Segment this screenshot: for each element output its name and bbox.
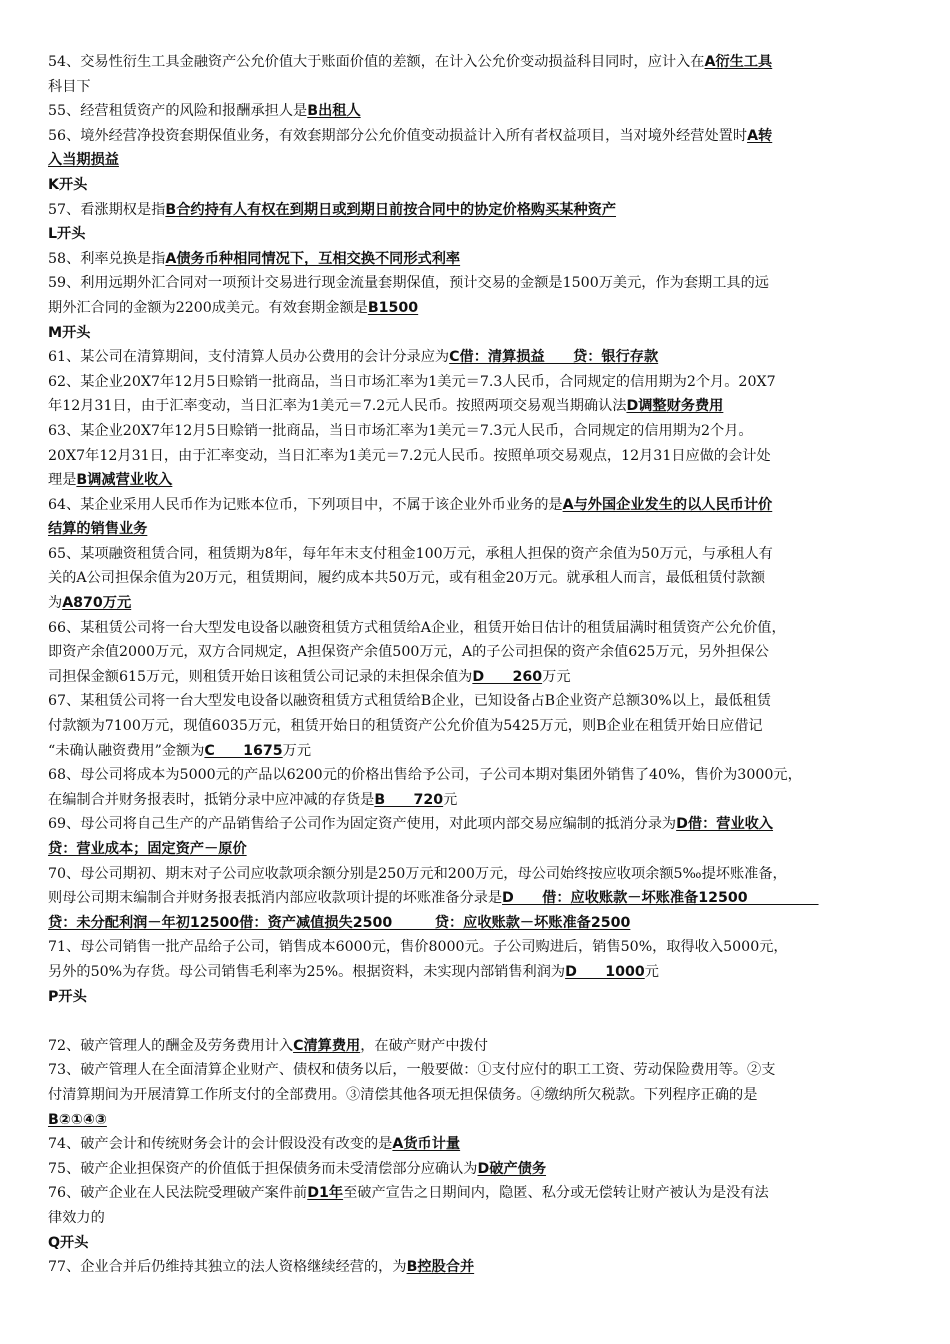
answer-text: D破产债务 (477, 1160, 547, 1177)
question-text: 72、破产管理人的酬金及劳务费用计入 (48, 1037, 294, 1054)
text-line (48, 886, 904, 911)
text-line (48, 1132, 904, 1157)
section-header (48, 1231, 904, 1256)
question-text: 59、利用远期外汇合同对一项预计交易进行现金流量套期保值，预计交易的金额是1500万美元，作为套期工具的远 (48, 275, 769, 292)
answer-text: 贷：营业成本；固定资产－原价 (48, 841, 247, 857)
question-text: 付清算期间为开展清算工作所支付的全部费用。③清偿其他各项无担保债务。④缴纳所欠税款。下列程序正确的是 (48, 1086, 758, 1103)
question-text: 58、利率兑换是指 (48, 250, 166, 267)
text-line (48, 345, 904, 370)
question-text: 期外汇合同的金额为2200成美元。有效套期金额是 (48, 299, 368, 316)
question-text: 66、某租赁公司将一台大型发电设备以融资租赁方式租赁给A企业，租赁开始日估计的租赁届满时租赁资产公允价值， (48, 619, 786, 636)
question-text: 付款额为7100万元，现值6035万元，租赁开始日的租赁资产公允价值为5425万元，则B企业在租赁开始日应借记 (48, 718, 763, 735)
question-text: 司担保金额615万元，则租赁开始日该租赁公司记录的未担保余值为 (48, 668, 473, 685)
question-text: 年12月31日，由于汇率变动，当日汇率为1美元＝7.2元人民币。按照两项交易观当期确认法 (48, 398, 627, 415)
answer-text: B 720 (374, 791, 444, 808)
text-line (48, 566, 904, 591)
question-text: 73、破产管理人在全面清算企业财产、债权和债务以后，一般要做：①支付应付的职工工资、劳动保险费用等。②支 (48, 1062, 776, 1079)
question-text: “未确认融资费用”金额为 (48, 742, 205, 759)
answer-text: A870万元 (62, 595, 132, 612)
text-line (48, 1034, 904, 1059)
question-text: 75、破产企业担保资产的价值低于担保债务而未受清偿部分应确认为 (48, 1160, 478, 1177)
text-line (48, 1058, 904, 1083)
answer-text: D调整财务费用 (626, 398, 724, 415)
text-line (48, 419, 904, 444)
text-line (48, 640, 904, 665)
question-text: 65、某项融资租赁合同，租赁期为8年，每年年末支付租金100万元，承租人担保的资产余值为50万元，与承租人有 (48, 545, 773, 562)
text-line (48, 50, 904, 75)
answer-text: A与外国企业发生的以人民币计价 (562, 496, 773, 513)
answer-text: D 借：应收账款－坏账准备12500 (502, 890, 819, 907)
text-line (48, 124, 904, 149)
text-line (48, 1181, 904, 1206)
text-line (48, 370, 904, 395)
answer-text: A债务币种相同情况下，互相交换不同形式利率 (165, 250, 461, 267)
answer-text: D1年 (307, 1185, 344, 1202)
answer-text: A衍生工具 (704, 54, 773, 70)
text-line (48, 517, 904, 542)
question-text: 20X7年12月31日，由于汇率变动，当日汇率为1美元＝7.2元人民币。按照单项交易观点，12月31日应做的会计处 (48, 447, 771, 464)
text-line (48, 763, 904, 788)
question-text: 理是 (48, 472, 77, 489)
text-line (48, 296, 904, 321)
text-line (48, 812, 904, 837)
answer-text: B控股合并 (406, 1259, 475, 1276)
answer-text: 入当期损益 (48, 152, 119, 169)
text-line (48, 689, 904, 714)
text-line (48, 1108, 904, 1133)
text-line (48, 542, 904, 567)
text-line (48, 444, 904, 469)
answer-text: 结算的销售业务 (48, 521, 148, 538)
answer-text: B1500 (367, 299, 419, 316)
question-text: 即资产余值2000万元，双方合同规定，A担保资产余值500万元，A的子公司担保的资产余值625万元，另外担保公 (48, 644, 769, 661)
question-text: 71、母公司销售一批产品给子公司，销售成本6000元，售价8000元。子公司购进后，销售50%，取得收入5000元， (48, 939, 788, 956)
question-text: 76、破产企业在人民法院受理破产案件前 (48, 1185, 308, 1202)
text-line (48, 247, 904, 272)
text-line (48, 1206, 904, 1231)
question-text: 科目下 (48, 78, 91, 95)
text-line (48, 665, 904, 690)
text-line (48, 591, 904, 616)
text-line (48, 714, 904, 739)
question-text: 为 (48, 595, 63, 612)
blank-line (48, 1009, 904, 1034)
answer-text: D 1000 (565, 963, 645, 980)
question-text: 64、某企业采用人民币作为记账本位币，下列项目中，不属于该企业外币业务的是 (48, 496, 563, 513)
answer-text: A转 (747, 127, 773, 144)
text-line (48, 935, 904, 960)
section-header (48, 321, 904, 346)
question-text: 56、境外经营净投资套期保值业务，有效套期部分公允价值变动损益计入所有者权益项目，当对境外经营处置时 (48, 127, 748, 144)
question-text-tail: 万元 (282, 742, 312, 759)
question-text: 在编制合并财务报表时，抵销分录中应冲减的存货是 (48, 791, 375, 808)
document-page (48, 50, 904, 1280)
question-text: 则母公司期末编制合并财务报表抵消内部应收款项计提的坏账准备分录是 (48, 890, 503, 907)
answer-text: C 1675 (204, 742, 283, 759)
text-line (48, 1083, 904, 1108)
section-header (48, 222, 904, 247)
question-text: 54、交易性衍生工具金融资产公允价值大于账面价值的差额，在计入公允价变动损益科目同时，应计入在 (48, 54, 705, 70)
question-text-tail: 元 (443, 791, 458, 808)
question-text-tail: ，在破产财产中拨付 (360, 1037, 488, 1054)
text-line (48, 616, 904, 641)
question-text: 69、母公司将自己生产的产品销售给子公司作为固定资产使用，对此项内部交易应编制的抵消分录为 (48, 816, 677, 833)
question-text: 74、破产会计和传统财务会计的会计假设没有改变的是 (48, 1136, 393, 1153)
section-header-label: K开头 (48, 176, 88, 193)
answer-text: B合约持有人有权在到期日或到期日前按合同中的协定价格购买某种资产 (165, 201, 617, 218)
question-text: 63、某企业20X7年12月5日赊销一批商品，当日市场汇率为1美元＝7.3元人民币，合同规定的信用期为2个月。 (48, 422, 753, 439)
text-line (48, 493, 904, 518)
text-line (48, 99, 904, 124)
question-text: 67、某租赁公司将一台大型发电设备以融资租赁方式租赁给B企业，已知设备占B企业资产总额30%以上，最低租赁 (48, 693, 772, 710)
section-header-label: M开头 (48, 324, 91, 341)
text-line (48, 198, 904, 223)
answer-text: C借：清算损益 贷：银行存款 (449, 349, 659, 366)
text-line (48, 148, 904, 173)
question-text: 62、某企业20X7年12月5日赊销一批商品，当日市场汇率为1美元＝7.3人民币，合同规定的信用期为2个月。20X7 (48, 373, 776, 390)
question-text-tail: 万元 (542, 668, 571, 685)
text-line (48, 271, 904, 296)
section-header-label: L开头 (48, 226, 86, 243)
answer-text: B调减营业收入 (76, 472, 173, 489)
text-line (48, 468, 904, 493)
question-text: 另外的50%为存货。母公司销售毛利率为25%。根据资料，未实现内部销售利润为 (48, 963, 566, 980)
question-text: 57、看涨期权是指 (48, 201, 166, 218)
text-line (48, 837, 904, 862)
answer-text: A货币计量 (392, 1136, 461, 1153)
text-line (48, 788, 904, 813)
question-text: 61、某公司在清算期间，支付清算人员办公费用的会计分录应为 (48, 349, 450, 366)
question-text: 关的A公司担保余值为20万元，租赁期间，履约成本共50万元，或有租金20万元。就承租人而言，最低租赁付款额 (48, 570, 766, 587)
answer-text: B出租人 (307, 103, 361, 120)
question-text: 律效力的 (48, 1209, 105, 1226)
answer-text: C清算费用 (293, 1037, 361, 1054)
question-text: 77、企业合并后仍维持其独立的法人资格继续经营的，为 (48, 1259, 407, 1276)
answer-text: B②①④③ (48, 1111, 107, 1128)
text-line (48, 911, 904, 936)
section-header-label: Q开头 (48, 1234, 89, 1251)
section-header (48, 173, 904, 198)
text-line (48, 75, 904, 100)
text-line (48, 1255, 904, 1280)
question-text: 70、母公司期初、期末对子公司应收款项余额分别是250万元和200万元，母公司始终按应收项余额5‰提坏账准备， (48, 865, 787, 882)
section-header-label: P开头 (48, 988, 87, 1005)
text-line (48, 1157, 904, 1182)
text-line (48, 862, 904, 887)
text-line (48, 960, 904, 985)
section-header (48, 985, 904, 1010)
answer-text: 贷：未分配利润－年初12500借：资产减值损失2500 贷：应收账款－坏账准备2500 (48, 914, 631, 931)
text-line (48, 394, 904, 419)
question-text: 55、经营租赁资产的风险和报酬承担人是 (48, 103, 308, 120)
answer-text: D 260 (472, 668, 543, 685)
text-line (48, 739, 904, 764)
question-text-tail: 元 (644, 963, 659, 980)
question-text-tail: 至破产宣告之日期间内，隐匿、私分或无偿转让财产被认为是没有法 (343, 1185, 769, 1202)
answer-text: D借：营业收入 (676, 816, 774, 833)
question-text: 68、母公司将成本为5000元的产品以6200元的价格出售给予公司，子公司本期对集团外销售了40%，售价为3000元， (48, 767, 802, 784)
